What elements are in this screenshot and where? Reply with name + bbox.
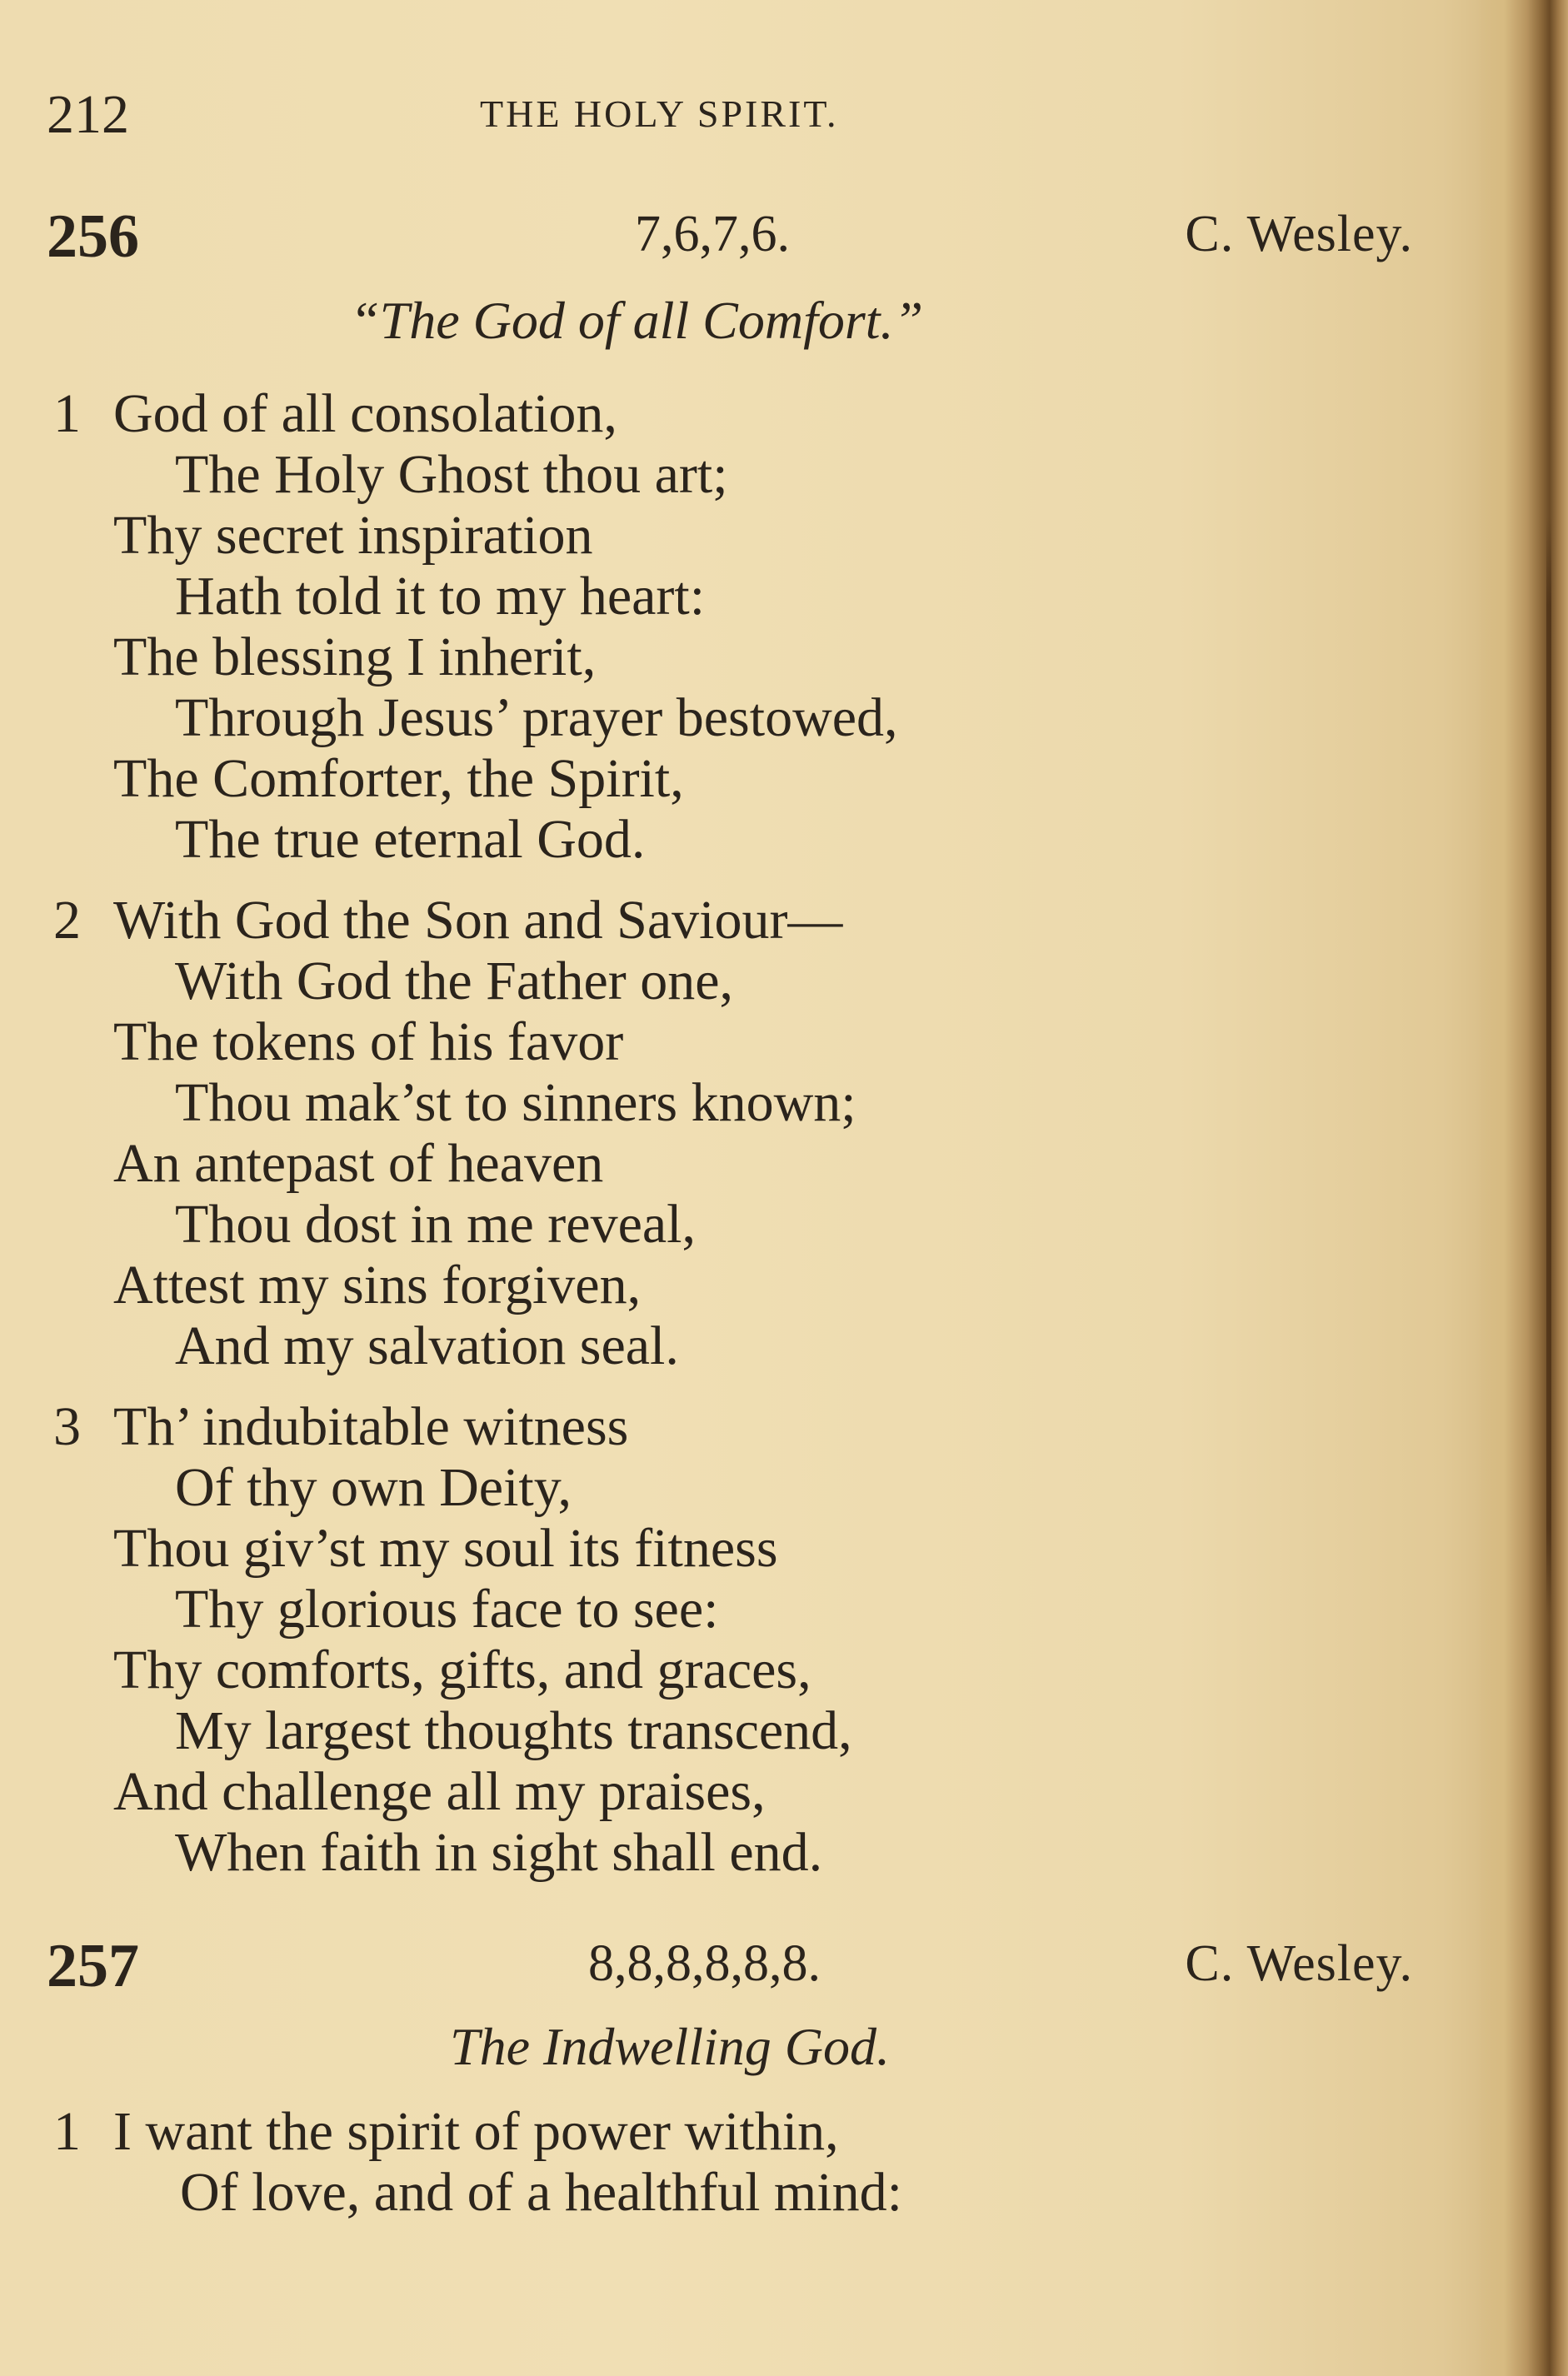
verse-line xyxy=(53,890,1213,951)
hymn-256-header xyxy=(47,202,1413,277)
verse-line: The blessing I inherit, xyxy=(113,626,597,687)
binding-line xyxy=(1546,517,1551,1616)
page-number: 212 xyxy=(47,84,129,145)
verse-line: Thou dost in me reveal, xyxy=(175,1194,697,1255)
hymn-257-header xyxy=(47,1931,1413,2006)
verse-line: The Comforter, the Spirit, xyxy=(113,748,684,809)
hymn-author: C. Wesley. xyxy=(1185,206,1413,262)
section-title: THE HOLY SPIRIT. xyxy=(480,92,839,135)
hymn-number: 257 xyxy=(47,1932,139,2000)
verse-line: And challenge all my praises, xyxy=(113,1761,766,1822)
stanza-number: 3 xyxy=(53,1396,81,1457)
hymn-257-subtitle: The Indwelling God. xyxy=(450,2017,890,2076)
verse-line: Thy comforts, gifts, and graces, xyxy=(113,1640,811,1700)
verse-line xyxy=(53,1396,1213,1457)
hymn-257-stanza-1 xyxy=(47,2101,1213,2223)
hymn-256-subtitle: “The God of all Comfort.” xyxy=(350,291,924,350)
verse-line xyxy=(53,2101,1213,2162)
hymn-256-stanza-1 xyxy=(47,383,1213,870)
verse-line: My largest thoughts transcend, xyxy=(175,1700,852,1761)
hymn-256-stanza-3 xyxy=(47,1396,1213,1883)
verse-line: The tokens of his favor xyxy=(113,1011,624,1072)
verse-line: Hath told it to my heart: xyxy=(175,566,706,626)
book-spine-shadow xyxy=(1476,0,1568,2376)
verse-line: Attest my sins forgiven, xyxy=(113,1255,642,1315)
stanza-number: 1 xyxy=(53,2101,81,2162)
verse-text: Th’ indubitable witness xyxy=(113,1396,629,1457)
hymn-meter: 7,6,7,6. xyxy=(635,206,790,262)
hymn-author: C. Wesley. xyxy=(1185,1935,1413,1992)
hymn-256-stanza-2 xyxy=(47,890,1213,1376)
verse-line: When faith in sight shall end. xyxy=(175,1822,823,1883)
verse-line: An antepast of heaven xyxy=(113,1133,604,1194)
verse-line: And my salvation seal. xyxy=(175,1315,679,1376)
running-header xyxy=(47,83,1413,150)
verse-line: Of thy own Deity, xyxy=(175,1457,572,1518)
verse-text: With God the Son and Saviour— xyxy=(113,890,843,951)
verse-line: Thy secret inspiration xyxy=(113,505,593,566)
hymn-number: 256 xyxy=(47,202,139,271)
verse-text: I want the spirit of power within, xyxy=(113,2101,839,2162)
verse-line xyxy=(53,383,1213,444)
verse-line: The Holy Ghost thou art; xyxy=(175,444,728,505)
verse-line: Thy glorious face to see: xyxy=(175,1579,719,1640)
verse-line: The true eternal God. xyxy=(175,809,646,870)
verse-line: With God the Father one, xyxy=(175,951,734,1011)
stanza-number: 2 xyxy=(53,890,81,951)
stanza-number: 1 xyxy=(53,383,81,444)
verse-text: God of all consolation, xyxy=(113,383,617,444)
verse-line: Of love, and of a healthful mind: xyxy=(180,2162,902,2223)
hymn-meter: 8,8,8,8,8,8. xyxy=(588,1935,821,1992)
verse-line: Thou giv’st my soul its fitness xyxy=(113,1518,778,1579)
verse-line: Thou mak’st to sinners known; xyxy=(175,1072,856,1133)
verse-line: Through Jesus’ prayer bestowed, xyxy=(175,687,898,748)
